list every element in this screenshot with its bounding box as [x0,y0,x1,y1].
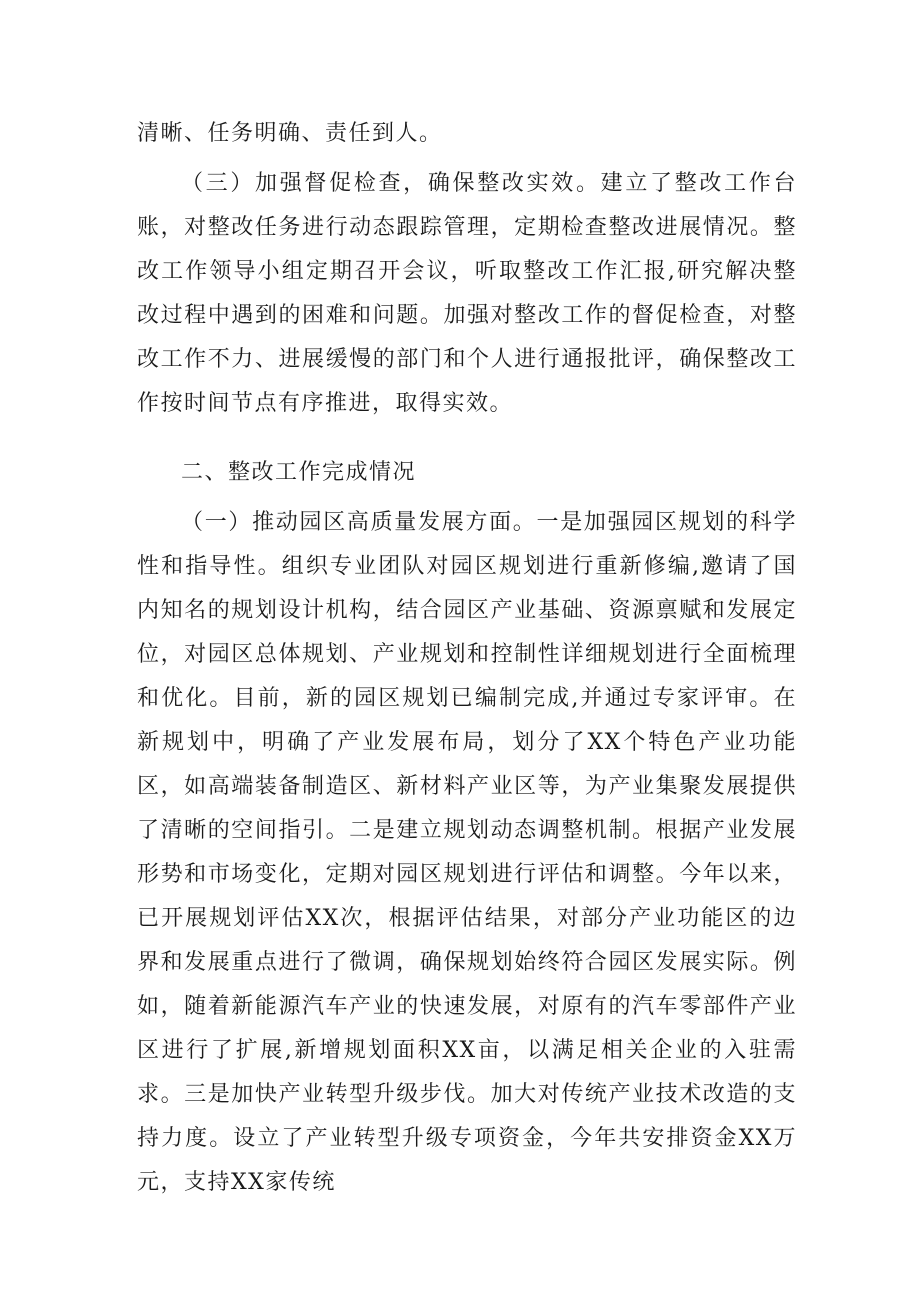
paragraph-continuation: 清晰、任务明确、责任到人。 [137,121,443,146]
paragraph-section-2-1: （一）推动园区高质量发展方面。一是加强园区规划的科学性和指导性。组织专业团队对园区规划进行重新修编,邀请了国内知名的规划设计机构，结合园区产业基础、资源禀赋和发展定位，对园区总体规划、产业规划和控制性详细规划进行全面梳理和优化。目前，新的园区规划已编制完成,并通过专家评审。在新规划中，明确了产业发展布局，划分了XX个特色产业功能区，如高端装备制造区、新材料产业区等，为产业集聚发展提供了清晰的空间指引。二是建立规划动态调整机制。根据产业发展形势和市场变化，定期对园区规划进行评估和调整。今年以来，已开展规划评估XX次，根据评估结果，对部分产业功能区的边界和发展重点进行了微调，确保规划始终符合园区发展实际。例如，随着新能源汽车产业的快速发展，对原有的汽车零部件产业区进行了扩展,新增规划面积XX亩，以满足相关企业的入驻需求。三是加快产业转型升级步伐。加大对传统产业技术改造的支持力度。设立了产业转型升级专项资金，今年共安排资金XX万元，支持XX家传统 [137,510,797,1195]
paragraph-section-3: （三）加强督促检查，确保整改实效。建立了整改工作台账，对整改任务进行动态跟踪管理，定期检查整改进展情况。整改工作领导小组定期召开会议，听取整改工作汇报,研究解决整改过程中遇到的困难和问题。加强对整改工作的督促检查，对整改工作不力、进展缓慢的部门和个人进行通报批评，确保整改工作按时间节点有序推进，取得实效。 [137,171,797,416]
section-heading-2: 二、整改工作完成情况 [181,460,417,485]
